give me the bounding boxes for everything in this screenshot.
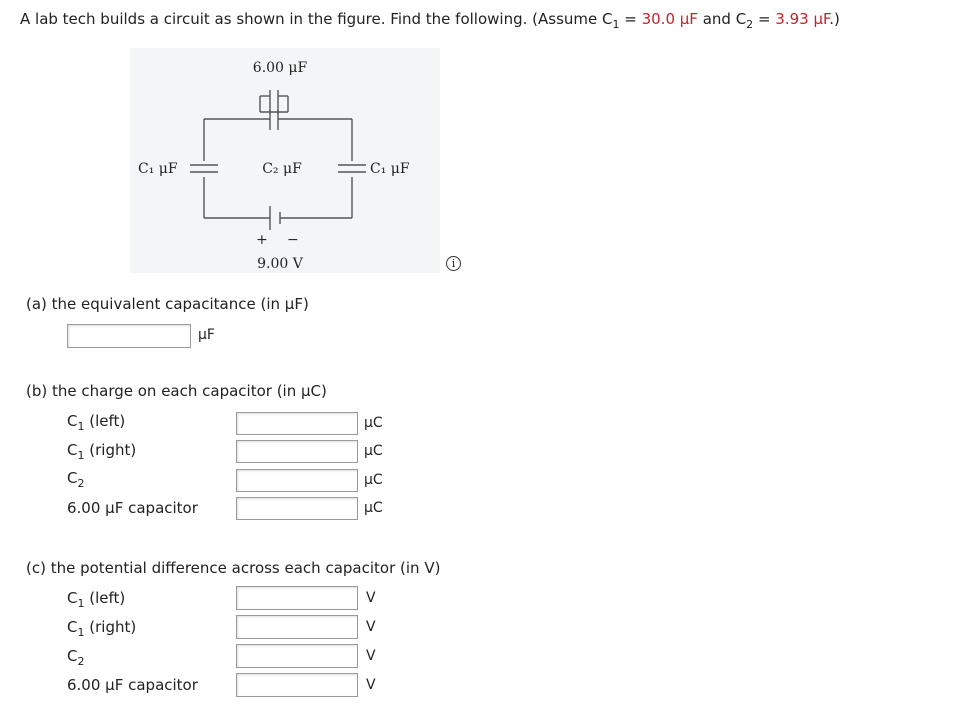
- c1-left-label: C₁ μF: [138, 161, 178, 177]
- part-b-row-label: 6.00 μF capacitor: [67, 499, 198, 517]
- equivalent-capacitance-input[interactable]: [67, 324, 191, 348]
- battery-minus: −: [287, 232, 299, 248]
- part-c-row-label: $C_1$ (left): [67, 589, 126, 610]
- part-b-row-label: $C_1$ (left): [67, 412, 126, 433]
- charge-6uf-input[interactable]: [236, 497, 358, 520]
- voltage-c1-right-input[interactable]: [236, 615, 358, 639]
- question-text: [20, 10, 840, 31]
- voltage-c1-left-input[interactable]: [236, 586, 358, 610]
- unit-label: V: [366, 677, 376, 693]
- unit-label: μC: [364, 472, 383, 488]
- info-icon-glyph: i: [451, 257, 456, 270]
- battery-plus: +: [256, 232, 268, 248]
- equals-sign-2: =: [753, 10, 776, 28]
- unit-label: V: [366, 619, 376, 635]
- unit-label: μC: [364, 443, 383, 459]
- voltage-6uf-input[interactable]: [236, 673, 358, 697]
- part-b-prompt: (b) the charge on each capacitor (in μC): [26, 382, 327, 400]
- part-a-prompt: (a) the equivalent capacitance (in μF): [26, 295, 309, 313]
- and-text: and C: [697, 10, 747, 28]
- equals-sign: =: [619, 10, 642, 28]
- subscript-2: 2: [746, 18, 754, 31]
- unit-label: μC: [364, 500, 383, 516]
- c1-right-label: C₁ μF: [370, 161, 410, 177]
- info-icon[interactable]: [446, 256, 461, 271]
- subscript-1: 1: [612, 18, 620, 31]
- part-c-row-label: 6.00 μF capacitor: [67, 676, 198, 694]
- circuit-figure: [130, 48, 440, 273]
- top-cap-label: 6.00 μF: [252, 60, 308, 76]
- part-b-row-label: $C_2$: [67, 469, 85, 490]
- part-a-unit: μF: [198, 327, 215, 343]
- charge-c1-left-input[interactable]: [236, 412, 358, 435]
- c2-label: C₂ μF: [262, 161, 302, 177]
- charge-c2-input[interactable]: [236, 469, 358, 492]
- unit-label: V: [366, 590, 376, 606]
- unit-label: μC: [364, 415, 383, 431]
- part-c-prompt: (c) the potential difference across each capacitor (in V): [26, 559, 441, 577]
- question-intro: A lab tech builds a circuit as shown in the figure. Find the following. (Assume C: [20, 10, 613, 28]
- c2-given-value: 3.93 μF: [775, 10, 830, 28]
- voltage-c2-input[interactable]: [236, 644, 358, 668]
- c1-given-value: 30.0 μF: [641, 10, 698, 28]
- part-c-row-label: $C_2$: [67, 647, 85, 668]
- question-close: .): [829, 10, 840, 28]
- part-c-row-label: $C_1$ (right): [67, 618, 137, 639]
- unit-label: V: [366, 648, 376, 664]
- part-b-row-label: $C_1$ (right): [67, 441, 137, 462]
- charge-c1-right-input[interactable]: [236, 440, 358, 463]
- battery-label: 9.00 V: [257, 256, 303, 272]
